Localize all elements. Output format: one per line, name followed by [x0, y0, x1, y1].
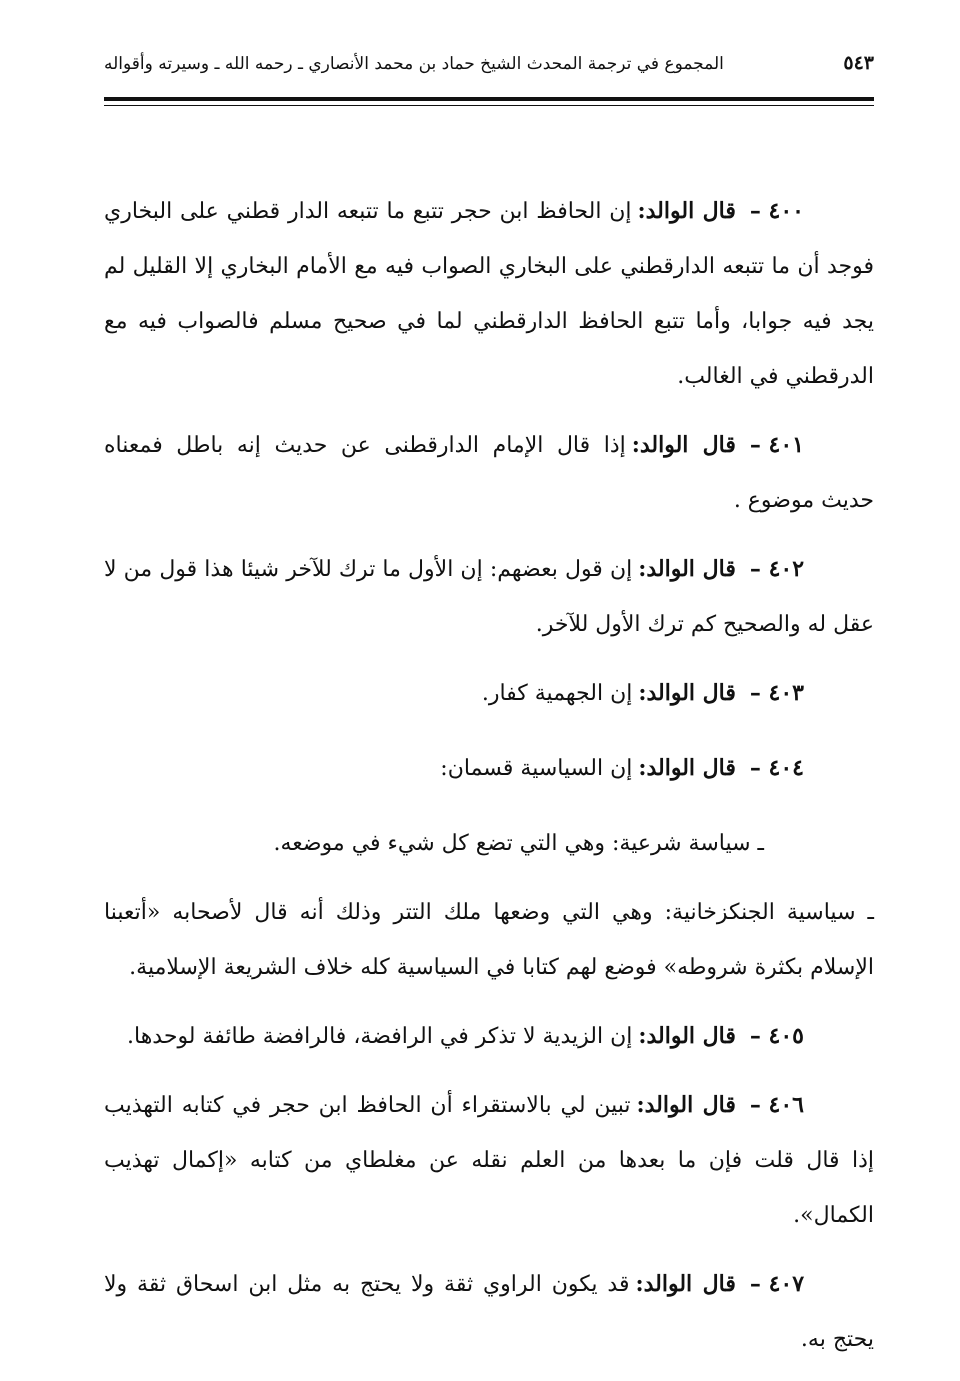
entry-speaker: قال الوالد:	[638, 556, 736, 582]
header-title: المجموع في ترجمة المحدث الشيخ حماد بن محمد الأنصاري ـ رحمه الله ـ وسيرته وأقواله	[104, 54, 724, 74]
page-number: ٥٤٣	[843, 52, 874, 74]
entry-number: ٤٠٣ –	[749, 680, 804, 706]
entry-400	[104, 184, 874, 404]
entry-speaker: قال الوالد:	[637, 198, 736, 224]
running-header	[104, 52, 874, 74]
entry-text: إن الحافظ ابن حجر تتبع ما تتبعه الدار قطني على البخاري فوجد أن ما تتبعه الدارقطني على البخاري الصواب فيه مع الأمام البخاري إلا القليل لم يجد فيه جوابا، وأما تتبع الحافظ الدارقطني لما في صحيح مسلم فالصواب فيه مع الدرقطني في الغالب.	[104, 199, 874, 389]
entry-speaker: قال الوالد:	[638, 680, 736, 706]
entry-text: إن السياسية قسمان:	[440, 756, 633, 781]
entry-407	[104, 1257, 874, 1367]
entry-speaker: قال الوالد:	[636, 1092, 736, 1118]
entry-text: إن الزيدية لا تذكر في الرافضة، فالرافضة طائفة لوحدها.	[127, 1024, 633, 1049]
entry-401	[104, 418, 874, 528]
entry-text: إن قول بعضهم: إن الأول ما ترك للآخر شيئا هذا قول من لا عقل له والصحيح كم ترك الأول للآخر.	[104, 557, 874, 637]
entry-speaker: قال الوالد:	[635, 1271, 736, 1297]
sub-item-genghisid-politics: ـ سياسية الجنكزخانية: وهي التي وضعها ملك التتر وذلك أنه قال لأصحابه «أتعبنا الإسلام بكثرة شروطه» فوضع لهم كتابا في السياسية كله خلاف الشريعة الإسلامية.	[104, 900, 874, 980]
entry-403	[104, 666, 874, 721]
entry-speaker: قال الوالد:	[638, 1023, 736, 1049]
entry-text: تبين لي بالاستقراء أن الحافظ ابن حجر في كتابه التهذيب إذا قال قلت فإن ما بعدها من العلم نقله عن مغلطاي من كتابه «إكمال تهذيب الكمال».	[104, 1093, 874, 1228]
entry-405	[104, 1009, 874, 1064]
entry-number: ٤٠٦ –	[749, 1092, 804, 1118]
entry-number: ٤٠٤ –	[749, 755, 804, 781]
entry-text: إذا قال الإمام الدارقطنى عن حديث إنه باطل فمعناه حديث موضوع .	[104, 433, 874, 513]
sub-item-sharia-politics: ـ سياسة شرعية: وهي التي تضع كل شيء في موضعه.	[273, 831, 764, 856]
entry-number: ٤٠٧ –	[749, 1271, 805, 1297]
entry-text: قد يكون الراوي ثقة ولا يحتج به مثل ابن اسحاق ثقة ولا يحتج به.	[104, 1272, 874, 1352]
entry-number: ٤٠١ –	[749, 432, 804, 458]
entry-number: ٤٠٥ –	[749, 1023, 804, 1049]
entry-406	[104, 1078, 874, 1243]
entry-404	[104, 741, 874, 796]
page-body	[104, 184, 874, 1381]
header-rule-thick	[104, 97, 874, 101]
entry-402	[104, 542, 874, 652]
header-rule-thin	[104, 105, 874, 106]
entry-speaker: قال الوالد:	[631, 432, 736, 458]
entry-number: ٤٠٢ –	[749, 556, 805, 582]
entry-speaker: قال الوالد:	[638, 755, 736, 781]
entry-number: ٤٠٠ –	[749, 198, 804, 224]
entry-text: إن الجهمية كفار.	[481, 681, 633, 706]
